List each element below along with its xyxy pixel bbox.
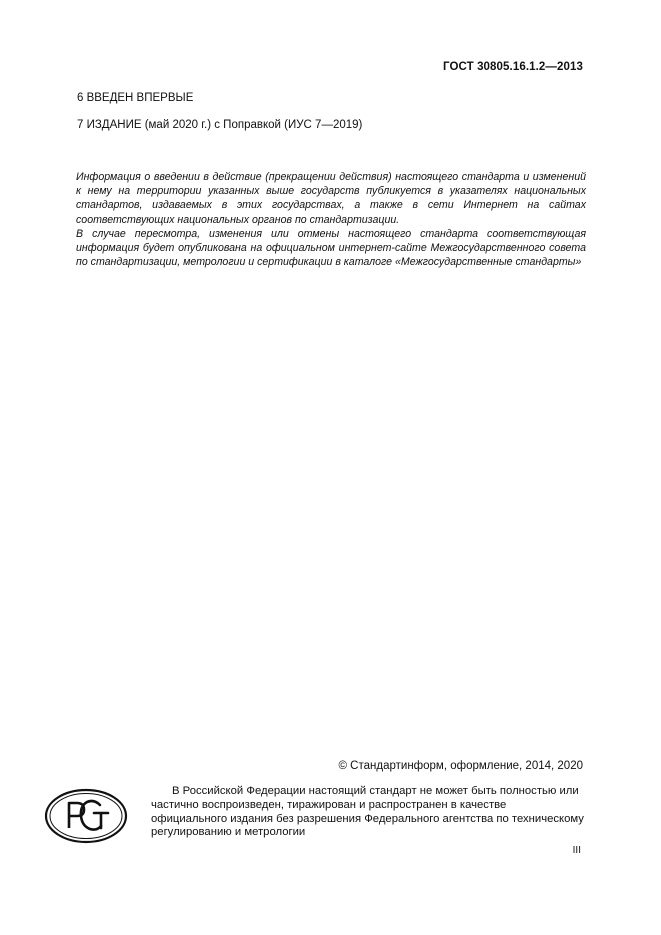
item-7-edition: 7 ИЗДАНИЕ (май 2020 г.) с Поправкой (ИУС 7—2019) — [77, 119, 363, 131]
copyright-line: © Стандартинформ, оформление, 2014, 2020 — [338, 760, 583, 772]
document-code: ГОСТ 30805.16.1.2—2013 — [443, 61, 583, 73]
item-6-introduced: 6 ВВЕДЕН ВПЕРВЫЕ — [77, 92, 194, 104]
page-number: III — [572, 845, 581, 856]
rf-notice: В Российской Федерации настоящий стандарт не может быть полностью или частично воспроизведен, тиражирован и распространен в качестве официального издания без разрешения Федерального агентства по техническому регулированию и метрологии — [151, 785, 584, 839]
info-paragraph-2: В случае пересмотра, изменения или отмены настоящего стандарта соответствующая информация будет опубликована на официальном интернет-сайте Межгосударственного совета по стандартизации, метрологии и сертификации в каталоге «Межгосударственные стандарты» — [76, 227, 586, 269]
info-paragraph-1: Информация о введении в действие (прекращении действия) настоящего стандарта и изменений к нему на территории указанных выше государств публикуется в указателях национальных стандартов, издаваемых в этих государствах, а также в сети Интернет на сайтах соответствующих национальных органов по стандартизации. — [76, 171, 586, 226]
rst-logo-icon — [44, 788, 128, 844]
info-block — [76, 170, 586, 269]
